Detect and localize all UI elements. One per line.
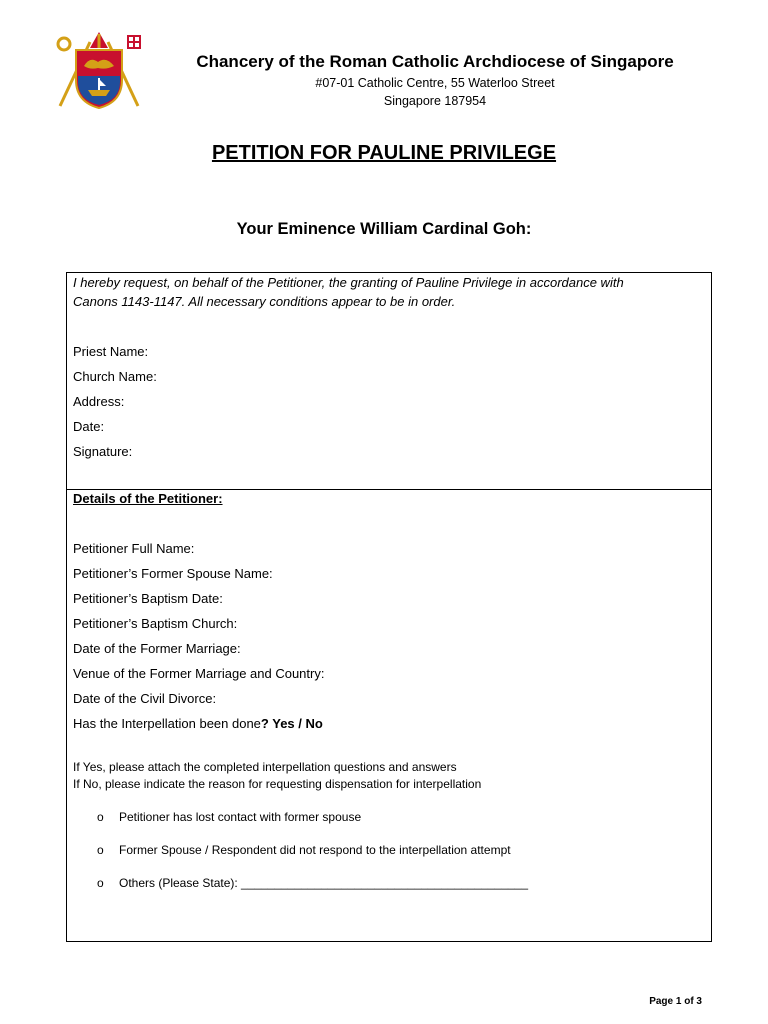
option-label: Former Spouse / Respondent did not respond to the interpellation attempt xyxy=(119,843,511,857)
address-line-1: #07-01 Catholic Centre, 55 Waterloo Street xyxy=(315,76,555,90)
interpellation-yes-no[interactable]: ? Yes / No xyxy=(260,716,323,731)
interpellation-question-text: Has the Interpellation been done xyxy=(73,716,261,731)
address-line-2: Singapore 187954 xyxy=(383,94,487,108)
bullet-icon: o xyxy=(97,843,104,857)
option-no-response[interactable] xyxy=(97,842,511,858)
former-spouse-name-field[interactable]: Petitioner’s Former Spouse Name: xyxy=(73,566,273,581)
option-label: Others (Please State): ___________________________________________ xyxy=(119,876,529,890)
date-field[interactable]: Date: xyxy=(73,419,105,434)
option-others[interactable] xyxy=(97,875,528,891)
option-lost-contact[interactable] xyxy=(97,809,361,825)
option-label: Petitioner has lost contact with former spouse xyxy=(119,810,362,824)
request-line-1: I hereby request, on behalf of the Petitioner, the granting of Pauline Privilege in accordance with xyxy=(73,275,624,290)
bullet-icon: o xyxy=(97,810,104,824)
priest-name-field[interactable]: Priest Name: xyxy=(73,344,149,359)
page-title: PETITION FOR PAULINE PRIVILEGE xyxy=(211,142,557,164)
petition-form xyxy=(66,272,712,942)
petitioner-full-name-field[interactable]: Petitioner Full Name: xyxy=(73,541,195,556)
organization-name: Chancery of the Roman Catholic Archdiocese of Singapore xyxy=(196,52,674,71)
civil-divorce-date-field[interactable]: Date of the Civil Divorce: xyxy=(73,691,217,706)
request-line-2: Canons 1143-1147. All necessary conditions appear to be in order. xyxy=(73,294,456,309)
salutation: Your Eminence William Cardinal Goh: xyxy=(236,220,532,238)
former-marriage-venue-field[interactable]: Venue of the Former Marriage and Country: xyxy=(73,666,325,681)
petitioner-section-heading: Details of the Petitioner: xyxy=(73,491,223,506)
interpellation-question xyxy=(73,716,323,732)
request-statement xyxy=(73,273,705,311)
former-marriage-date-field[interactable]: Date of the Former Marriage: xyxy=(73,641,241,656)
archdiocese-crest-logo xyxy=(54,28,144,112)
signature-field[interactable]: Signature: xyxy=(73,444,133,459)
address-field[interactable]: Address: xyxy=(73,394,125,409)
church-name-field[interactable]: Church Name: xyxy=(73,369,157,384)
note-if-yes: If Yes, please attach the completed interpellation questions and answers xyxy=(73,760,457,774)
note-if-no: If No, please indicate the reason for requesting dispensation for interpellation xyxy=(73,777,482,791)
baptism-date-field[interactable]: Petitioner’s Baptism Date: xyxy=(73,591,223,606)
baptism-church-field[interactable]: Petitioner’s Baptism Church: xyxy=(73,616,238,631)
page-number: Page 1 of 3 xyxy=(649,996,702,1007)
bullet-icon: o xyxy=(97,876,104,890)
section-divider xyxy=(67,489,711,490)
